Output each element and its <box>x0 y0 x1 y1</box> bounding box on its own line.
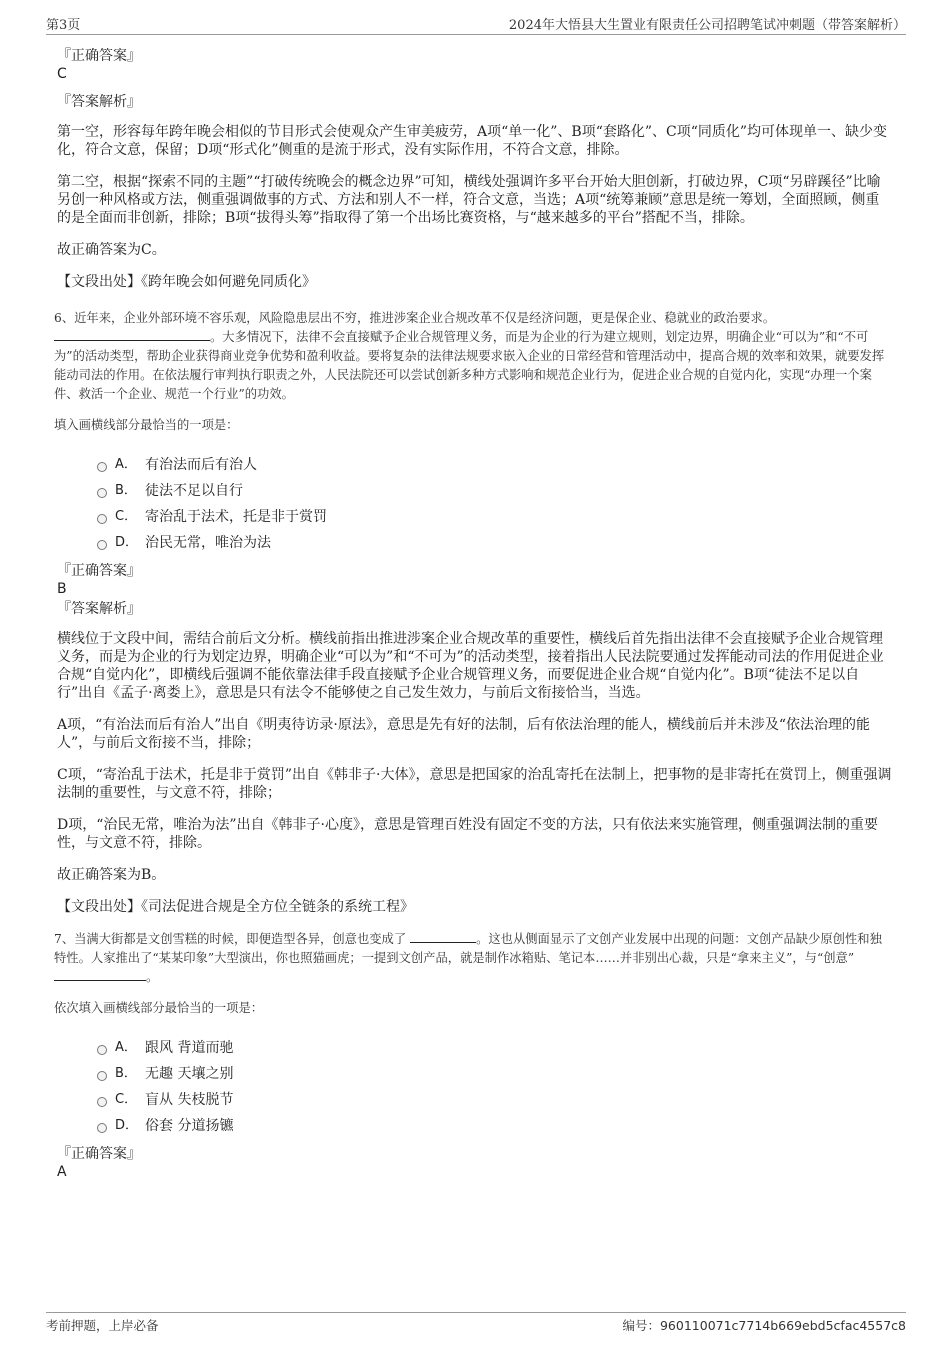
radio-button-icon[interactable] <box>97 462 107 472</box>
option-letter: B． <box>115 1066 137 1081</box>
question-7-stem <box>54 930 893 987</box>
question-7-intro: 7、当满大街都是文创雪糕的时候，即便造型各异，创意也变成了 <box>54 932 407 946</box>
page-footer <box>46 1312 906 1335</box>
option-text: 俗套 分道扬镳 <box>145 1118 234 1134</box>
option-letter: C． <box>115 509 138 524</box>
prev-answer-label: 『正确答案』 <box>57 48 141 64</box>
option-text: 徒法不足以自行 <box>145 483 243 499</box>
question-6-intro: 6、近年来，企业外部环境不容乐观，风险隐患层出不穷，推进涉案企业合规改革不仅是经济问题，更是保企业、稳就业的政治要求。 <box>54 311 776 325</box>
footer-slogan: 考前押题，上岸必备 <box>46 1318 159 1333</box>
option-c[interactable] <box>57 504 893 530</box>
q6-analysis-label: 『答案解析』 <box>57 601 141 617</box>
question-6-stem <box>54 309 893 404</box>
option-text: 治民无常，唯治为法 <box>145 535 271 551</box>
option-text: 跟风 背道而驰 <box>145 1040 234 1056</box>
option-letter: C． <box>115 1092 138 1107</box>
q6-answer-label: 『正确答案』 <box>57 563 141 579</box>
prev-source-title: 《跨年晚会如何避免同质化》 <box>141 274 316 290</box>
option-text: 寄治乱于法术，托是非于赏罚 <box>145 509 327 525</box>
radio-button-icon[interactable] <box>97 540 107 550</box>
option-letter: D． <box>115 535 139 550</box>
option-letter: A． <box>115 457 137 472</box>
q6-source <box>57 898 893 916</box>
option-d[interactable] <box>57 1113 893 1139</box>
q6-source-title: 《司法促进合规是全方位全链条的系统工程》 <box>141 899 414 915</box>
q6-answer-value: B <box>57 581 67 597</box>
option-a[interactable] <box>57 452 893 478</box>
radio-button-icon[interactable] <box>97 1045 107 1055</box>
option-text: 有治法而后有治人 <box>145 457 257 473</box>
option-a[interactable] <box>57 1035 893 1061</box>
q6-analysis-paragraph: 横线位于文段中间，需结合前后文分析。横线前指出推进涉案企业合规改革的重要性，横线后首先指出法律不会直接赋予企业合规管理义务，而是为企业的行为划定边界，明确企业“可以为”和“不可为”的活动类型，接着指出人民法院要通过发挥能动司法的作用促进企业合规“自觉内化”，即横线后强调不能依靠法律手段直接赋予企业合规管理义务，而要促进企业合规“自觉内化”。B项“徒法不足以自行”出自《孟子·离娄上》，意思是只有法令不能够使之自己发生效力，与前后文衔接恰当，当选。 <box>57 631 884 701</box>
serial-value: 960110071c7714b669ebd5cfac4557c8 <box>659 1318 906 1333</box>
prev-analysis-conclusion: 故正确答案为C。 <box>57 242 166 258</box>
option-letter: A． <box>115 1040 137 1055</box>
radio-button-icon[interactable] <box>97 1097 107 1107</box>
answer-blank <box>410 930 476 943</box>
question-7-options <box>57 1035 893 1139</box>
answer-blank <box>54 328 210 341</box>
radio-button-icon[interactable] <box>97 514 107 524</box>
prev-answer-value: C <box>57 66 67 82</box>
footer-serial <box>622 1316 906 1334</box>
option-b[interactable] <box>57 1061 893 1087</box>
q6-analysis-conclusion: 故正确答案为B。 <box>57 867 166 883</box>
radio-button-icon[interactable] <box>97 1123 107 1133</box>
prev-source <box>57 273 893 291</box>
question-7-body: 。这也从侧面显示了文创产业发展中出现的问题：文创产品缺少原创性和独特性。人家推出了“某某印象”大型演出，你也照猫画虎；一提到文创产品，就是制作冰箱贴、笔记本……并非别出心裁，只是“拿来主义”，与“创意” <box>54 932 882 965</box>
question-7-prompt: 依次填入画横线部分最恰当的一项是： <box>54 1001 264 1015</box>
prev-analysis-label: 『答案解析』 <box>57 94 141 110</box>
question-6-body: 。大多情况下，法律不会直接赋予企业合规管理义务，而是为企业的行为建立规则，划定边界，明确企业“可以为”和“不可为”的活动类型，帮助企业获得商业竞争优势和盈利收益。要将复杂的法律法规要求嵌入企业的日常经营和管理活动中，提高合规的效率和效果，就要发挥能动司法的作用。在依法履行审判执行职责之外，人民法院还可以尝试创新多种方式影响和规范企业行为，促进企业合规的自觉内化，实现“办理一个案件、救活一个企业、规范一个行业”的功效。 <box>54 330 885 401</box>
prev-analysis-paragraph: 第二空，根据“探索不同的主题”“打破传统晚会的概念边界”可知，横线处强调许多平台开始大胆创新，打破边界，C项“另辟蹊径”比喻另创一种风格或方法，侧重强调做事的方式、方法和别人不一样，符合文意，当选；A项“统筹兼顾”意思是统一筹划，全面照顾，侧重的是全面而非创新，排除；B项“拔得头筹”指取得了第一个出场比赛资格，与“越来越多的平台”搭配不当，排除。 <box>57 174 881 226</box>
option-letter: B． <box>115 483 137 498</box>
serial-label: 编号： <box>622 1318 660 1333</box>
radio-button-icon[interactable] <box>97 488 107 498</box>
document-title: 2024年大悟县大生置业有限责任公司招聘笔试冲刺题（带答案解析） <box>508 18 906 33</box>
q7-answer-label: 『正确答案』 <box>57 1146 141 1162</box>
option-c[interactable] <box>57 1087 893 1113</box>
q6-analysis-paragraph: C项，“寄治乱于法术，托是非于赏罚”出自《韩非子·大体》，意思是把国家的治乱寄托在法制上，把事物的是非寄托在赏罚上，侧重强调法制的重要性，与文意不符，排除； <box>57 767 892 801</box>
q7-answer-value: A <box>57 1164 67 1180</box>
question-6-options <box>57 452 893 556</box>
q6-analysis-paragraph: D项，“治民无常，唯治为法”出自《韩非子·心度》，意思是管理百姓没有固定不变的方法，只有依法来实施管理，侧重强调法制的重要性，与文意不符，排除。 <box>57 817 878 851</box>
question-6-prompt: 填入画横线部分最恰当的一项是： <box>54 418 239 432</box>
document-body <box>54 44 893 1181</box>
q6-analysis-paragraph: A项，“有治法而后有治人”出自《明夷待访录·原法》，意思是先有好的法制，后有依法治理的能人，横线前后并未涉及“依法治理的能人”，与前后文衔接不当，排除； <box>57 717 871 751</box>
question-7-end: 。 <box>146 970 159 984</box>
prev-source-label: 【文段出处】 <box>57 274 141 290</box>
radio-button-icon[interactable] <box>97 1071 107 1081</box>
q6-source-label: 【文段出处】 <box>57 899 141 915</box>
option-letter: D． <box>115 1118 139 1133</box>
answer-blank <box>54 968 146 981</box>
option-b[interactable] <box>57 478 893 504</box>
page-number: 第3页 <box>46 18 81 33</box>
page-header <box>46 14 906 35</box>
option-d[interactable] <box>57 530 893 556</box>
option-text: 盲从 失枝脱节 <box>145 1092 234 1108</box>
option-text: 无趣 天壤之别 <box>145 1066 234 1082</box>
prev-analysis-paragraph: 第一空，形容每年跨年晚会相似的节目形式会使观众产生审美疲劳，A项“单一化”、B项“套路化”、C项“同质化”均可体现单一、缺少变化，符合文意，保留；D项“形式化”侧重的是流于形式，没有实际作用，不符合文意，排除。 <box>57 124 888 158</box>
